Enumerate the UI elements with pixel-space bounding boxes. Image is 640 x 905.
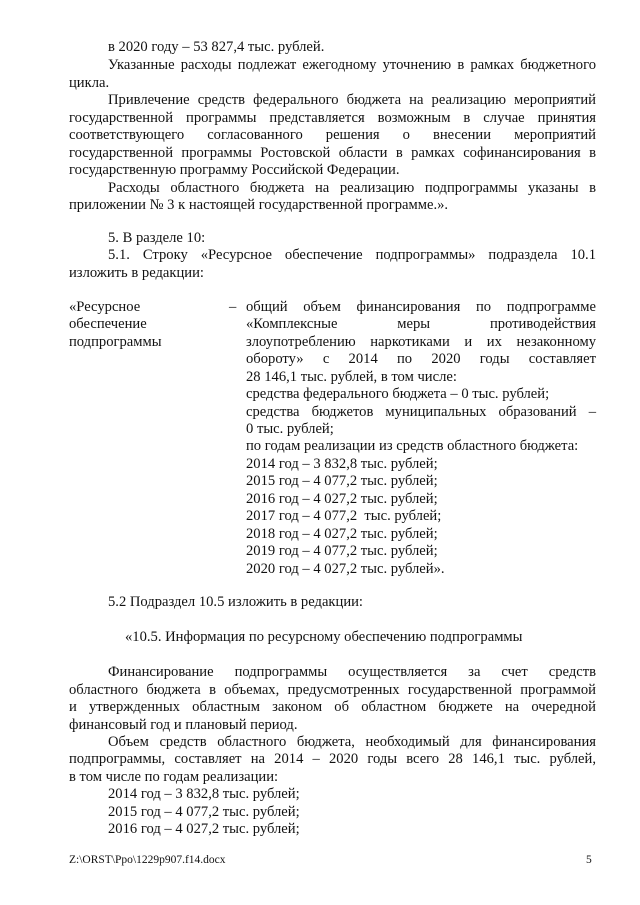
table-value-line: 2015 год – 4 077,2 тыс. рублей; bbox=[246, 473, 438, 489]
table-dash: – bbox=[229, 299, 237, 315]
table-label: «Ресурсное bbox=[69, 299, 141, 315]
table-value-line: 28 146,1 тыс. рублей, в том числе: bbox=[246, 369, 457, 385]
text-line: Объем средств областного бюджета, необходимый для финансирования bbox=[108, 734, 596, 750]
text-line: финансовый год и плановый период. bbox=[69, 717, 298, 733]
text-line: приложении № 3 к настоящей государственной программе.». bbox=[69, 197, 449, 213]
table-value-line: 2017 год – 4 077,2 тыс. рублей; bbox=[246, 508, 442, 524]
table-label: подпрограммы bbox=[69, 334, 162, 350]
text-line: областного бюджета в объемах, предусмотренных государственной программой bbox=[69, 682, 596, 698]
text-line: государственной программы Ростовской области в рамках софинансирования в bbox=[69, 145, 596, 161]
table-value-line: средства бюджетов муниципальных образований – bbox=[246, 404, 596, 420]
text-line: 2014 год – 3 832,8 тыс. рублей; bbox=[108, 786, 300, 802]
section-heading: 5.2 Подраздел 10.5 изложить в редакции: bbox=[108, 594, 363, 610]
table-value-line: обороту» с 2014 по 2020 годы составляет bbox=[246, 351, 596, 367]
table-value-line: 2016 год – 4 027,2 тыс. рублей; bbox=[246, 491, 438, 507]
text-line: в 2020 году – 53 827,4 тыс. рублей. bbox=[108, 39, 325, 55]
text-line: и утвержденных областным законом об областном бюджете на очередной bbox=[69, 699, 596, 715]
page-number: 5 bbox=[586, 854, 592, 866]
table-value-line: «Комплексные меры противодействия bbox=[246, 316, 596, 332]
text-line: Указанные расходы подлежат ежегодному уточнению в рамках бюджетного bbox=[108, 57, 596, 73]
text-line: 2015 год – 4 077,2 тыс. рублей; bbox=[108, 804, 300, 820]
text-line: Расходы областного бюджета на реализацию подпрограммы указаны в bbox=[108, 180, 596, 196]
text-line: государственной программы представляется возможным в случае принятия bbox=[69, 110, 596, 126]
subsection-title: «10.5. Информация по ресурсному обеспечению подпрограммы bbox=[125, 629, 523, 645]
footer-file-path: Z:\ORST\Ppo\1229p907.f14.docx bbox=[69, 854, 226, 866]
table-value-line: 2018 год – 4 027,2 тыс. рублей; bbox=[246, 526, 438, 542]
text-line: в том числе по годам реализации: bbox=[69, 769, 279, 785]
table-value-line: общий объем финансирования по подпрограмме bbox=[246, 299, 596, 315]
table-value-line: 2020 год – 4 027,2 тыс. рублей». bbox=[246, 561, 445, 577]
table-value-line: средства федерального бюджета – 0 тыс. рублей; bbox=[246, 386, 550, 402]
text-line: изложить в редакции: bbox=[69, 265, 204, 281]
text-line: государственную программу Российской Федерации. bbox=[69, 162, 400, 178]
section-heading: 5. В разделе 10: bbox=[108, 230, 206, 246]
text-line: подпрограммы, составляет на 2014 – 2020 годы всего 28 146,1 тыс. рублей, bbox=[69, 751, 596, 767]
text-line: Финансирование подпрограммы осуществляется за счет средств bbox=[108, 664, 596, 680]
table-value-line: 2014 год – 3 832,8 тыс. рублей; bbox=[246, 456, 438, 472]
text-line: цикла. bbox=[69, 75, 110, 91]
text-line: 5.1. Строку «Ресурсное обеспечение подпрограммы» подраздела 10.1 bbox=[108, 247, 596, 263]
table-value-line: 0 тыс. рублей; bbox=[246, 421, 334, 437]
text-line: соответствующего согласованного решения о внесении мероприятий bbox=[69, 127, 596, 143]
text-line: Привлечение средств федерального бюджета на реализацию мероприятий bbox=[108, 92, 596, 108]
table-value-line: по годам реализации из средств областного бюджета: bbox=[246, 438, 579, 454]
table-value-line: 2019 год – 4 077,2 тыс. рублей; bbox=[246, 543, 438, 559]
text-line: 2016 год – 4 027,2 тыс. рублей; bbox=[108, 821, 300, 837]
table-value-line: злоупотреблению наркотиками и их незаконному bbox=[246, 334, 596, 350]
table-label: обеспечение bbox=[69, 316, 147, 332]
